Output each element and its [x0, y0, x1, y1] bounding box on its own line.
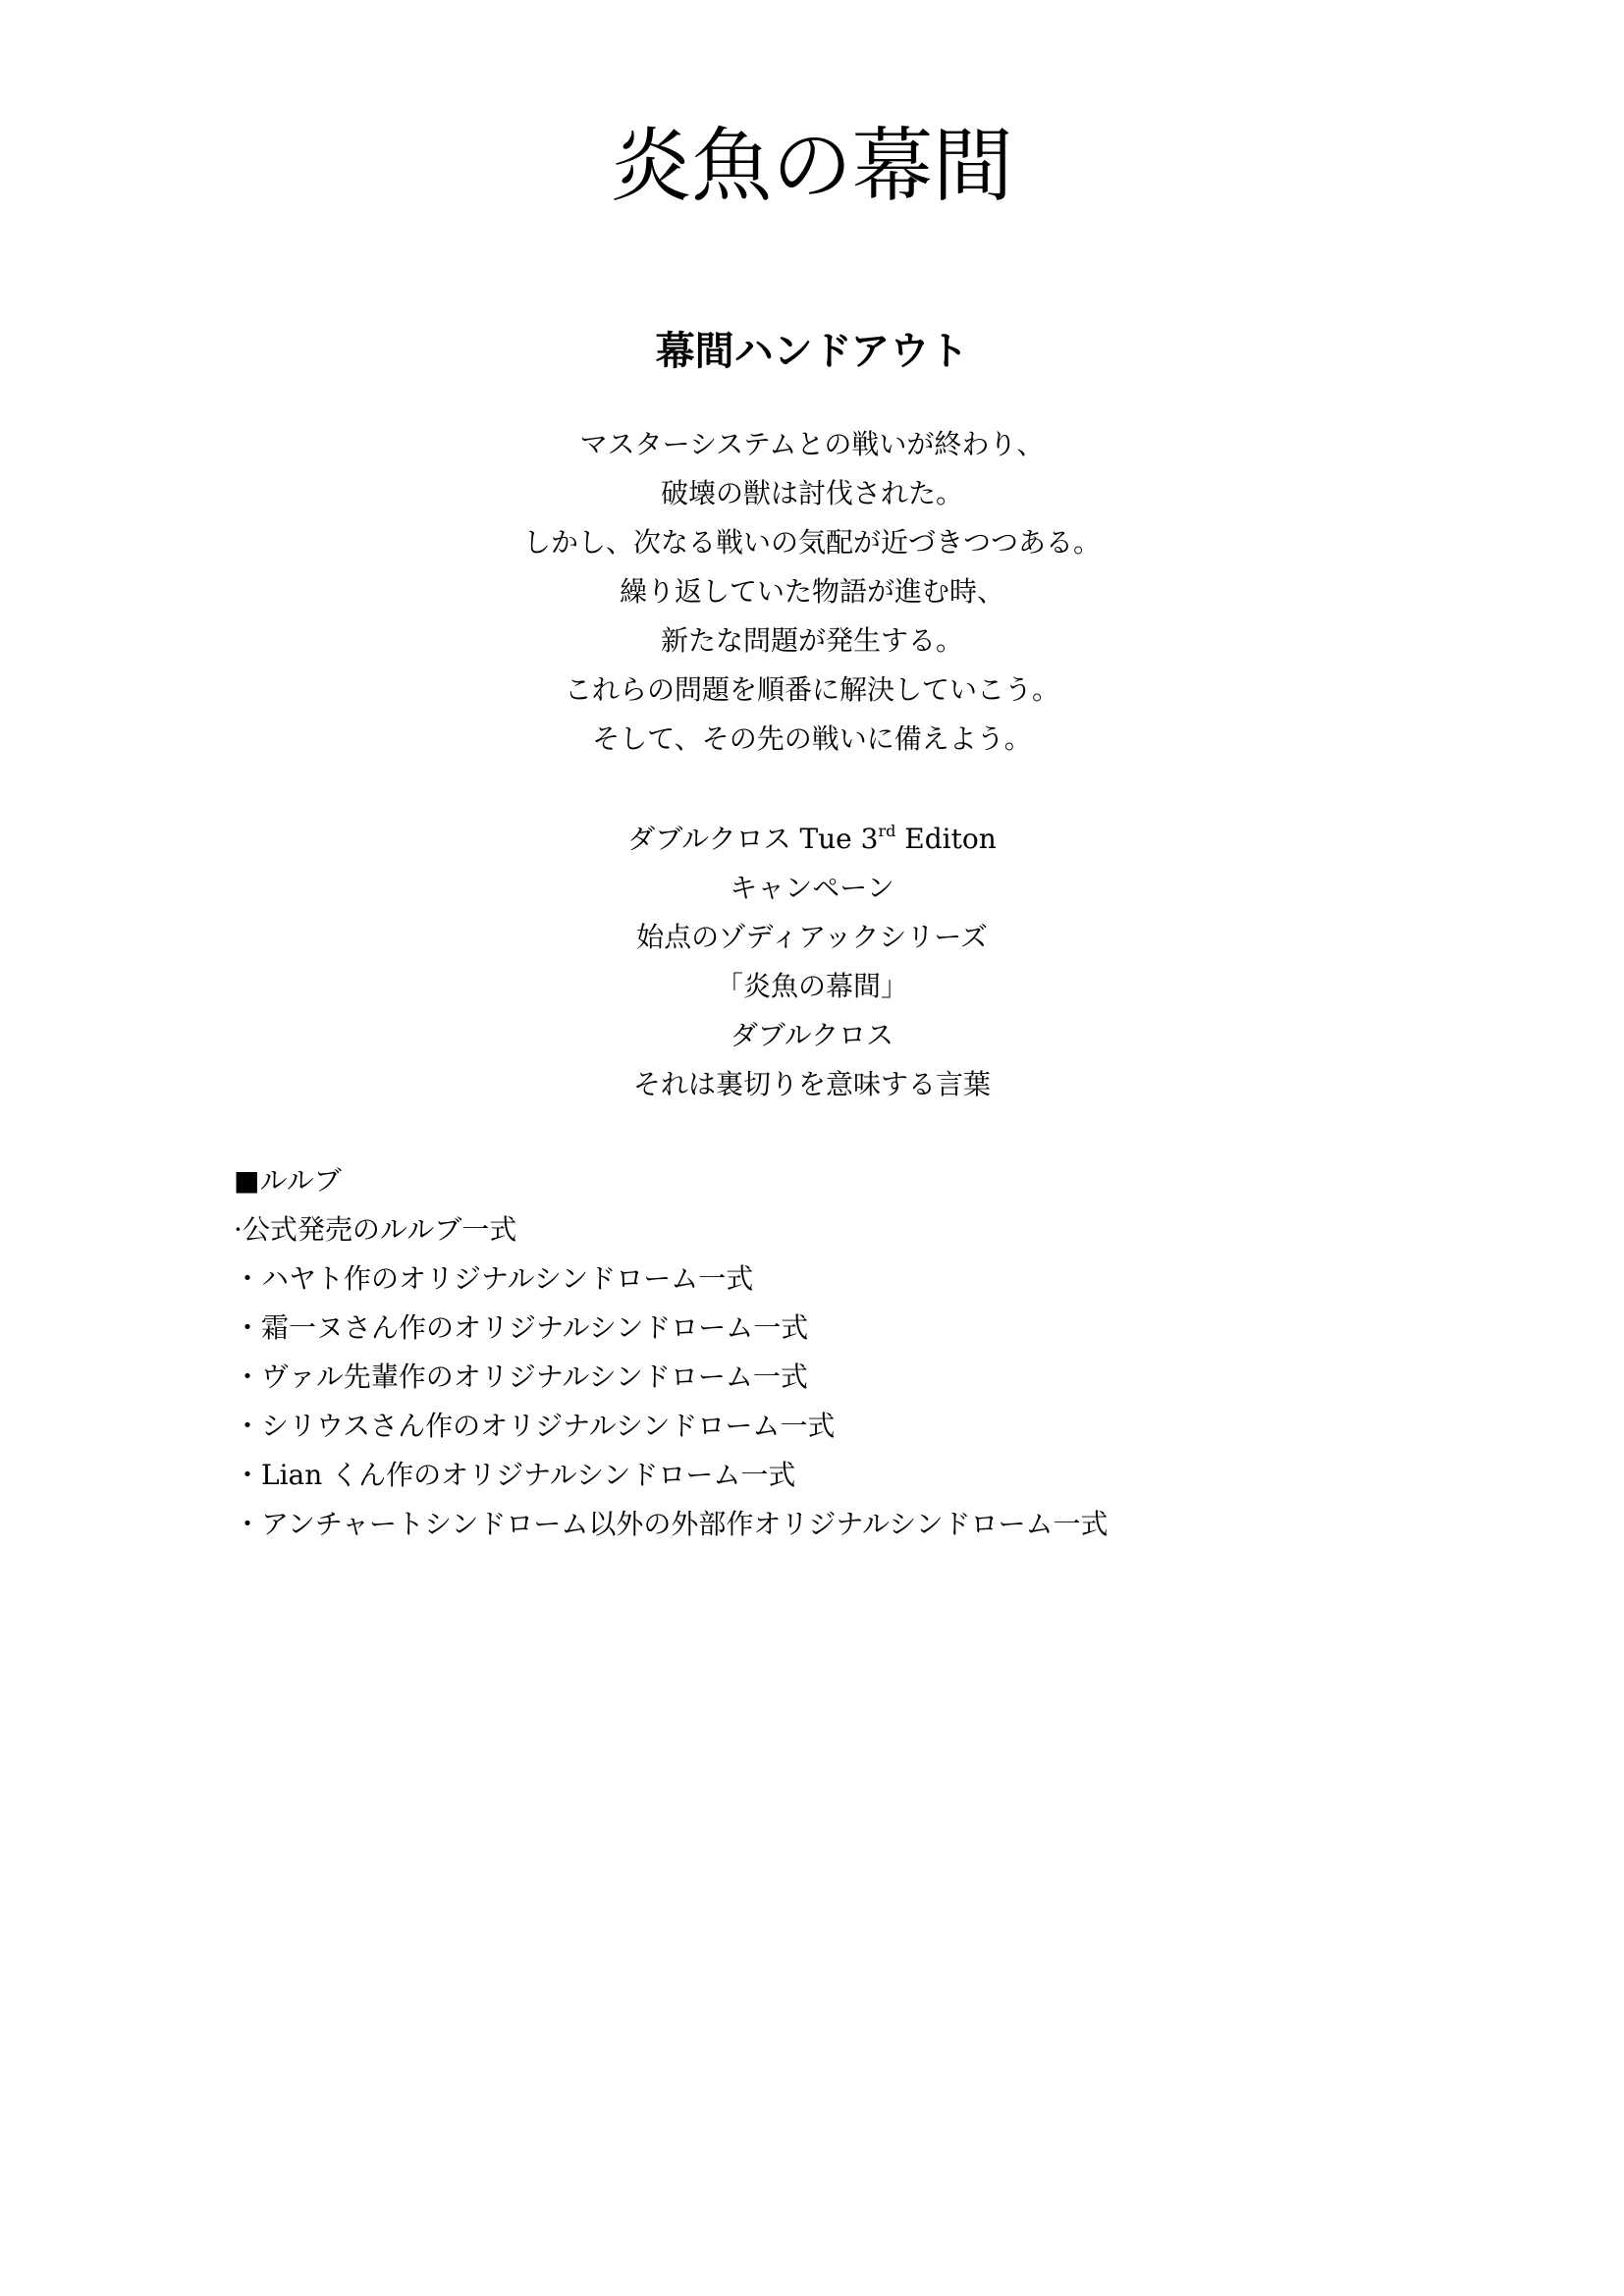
handout-heading: 幕間ハンドアウト [655, 329, 969, 374]
intro-line: 新たな問題が発生する。 [660, 624, 963, 657]
rulebook-item: ・ヴァル先輩作のオリジナルシンドローム一式 [234, 1361, 808, 1393]
campaign-credits [0, 815, 1624, 1109]
document-title: 炎魚の幕間 [610, 120, 1013, 213]
rulebook-item: ・シリウスさん作のオリジナルシンドローム一式 [234, 1410, 836, 1442]
system-name: ダブルクロス Tue 3 [627, 823, 879, 855]
rulebook-item: ・霜一ヌさん作のオリジナルシンドローム一式 [234, 1311, 809, 1344]
system-edition-line [0, 815, 1624, 864]
intro-line: マスターシステムとの戦いが終わり、 [579, 428, 1045, 460]
credits-line: それは裏切りを意味する言葉 [632, 1068, 991, 1100]
intro-line: 繰り返していた物語が進む時、 [619, 575, 1004, 608]
credits-line: 始点のゾディアックシリーズ [636, 921, 988, 953]
rulebook-item: ·公式発売のルルブ一式 [234, 1213, 517, 1246]
intro-line: そして、その先の戦いに備えよう。 [592, 722, 1032, 755]
rulebook-item: ・Lian くん作のオリジナルシンドローム一式 [234, 1459, 796, 1491]
intro-paragraph [0, 420, 1624, 764]
rulebook-item: ・アンチャートシンドローム以外の外部作オリジナルシンドローム一式 [234, 1508, 1109, 1540]
ordinal-suffix: rd [878, 822, 896, 840]
rulebook-section [234, 1156, 1109, 1549]
edition-label: Editon [895, 823, 997, 855]
intro-line: 破壊の獣は討伐された。 [660, 477, 963, 509]
intro-line: しかし、次なる戦いの気配が近づきつつある。 [522, 526, 1101, 559]
rulebook-heading: ■ルルブ [234, 1164, 342, 1197]
credits-line: キャンペーン [730, 872, 894, 904]
rulebook-item: ・ハヤト作のオリジナルシンドローム一式 [234, 1262, 754, 1295]
credits-line: 「炎魚の幕間」 [715, 970, 908, 1002]
intro-line: これらの問題を順番に解決していこう。 [564, 673, 1059, 706]
credits-line: ダブルクロス [730, 1019, 894, 1051]
